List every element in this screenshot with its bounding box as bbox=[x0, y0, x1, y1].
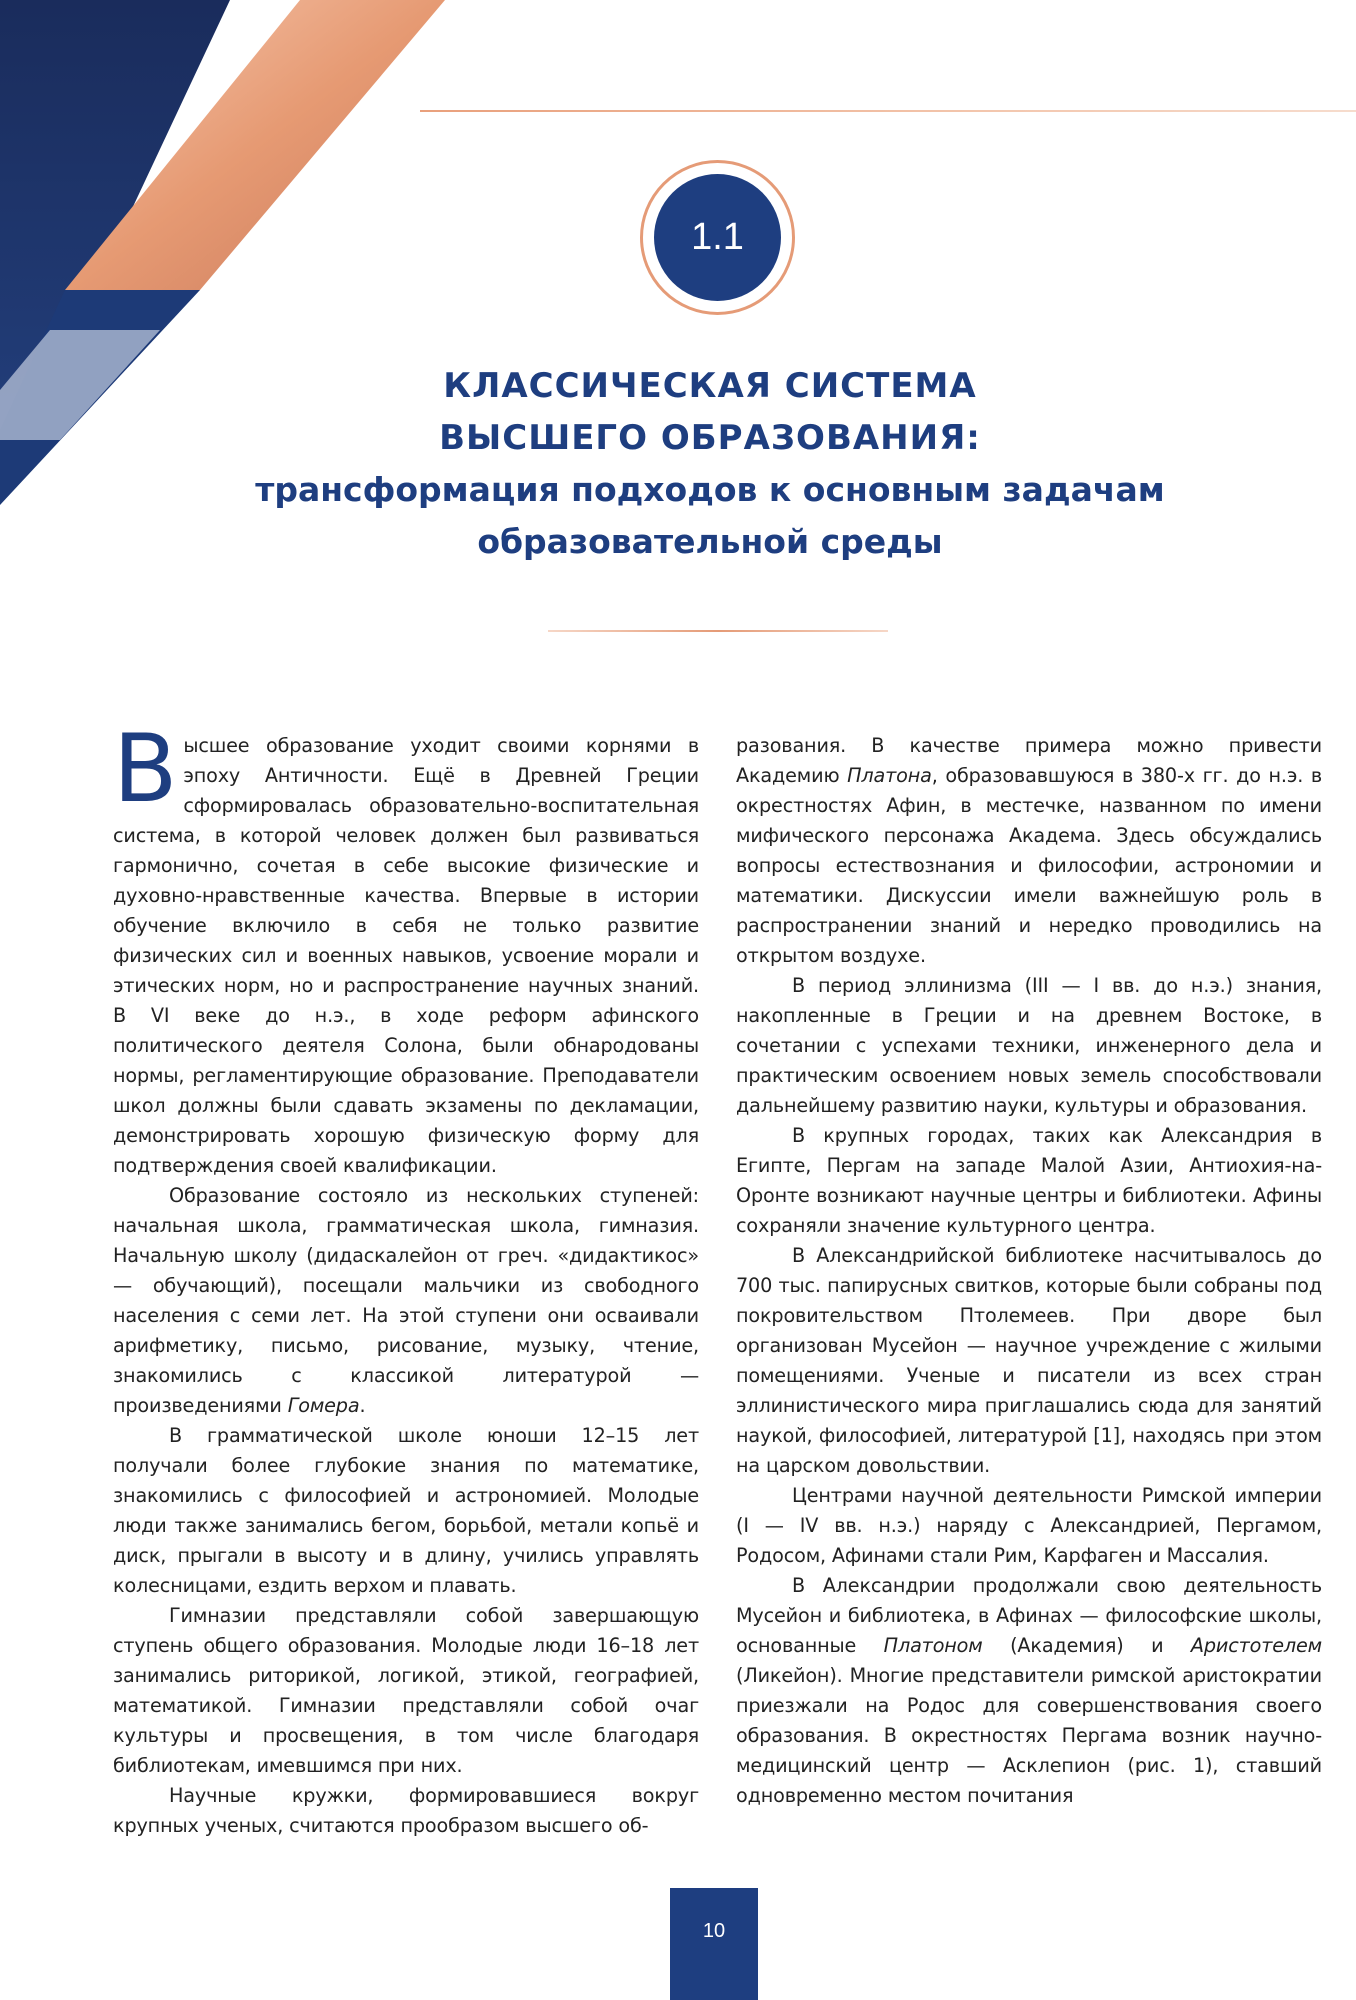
title-line-1: КЛАССИЧЕСКАЯ СИСТЕМА bbox=[443, 366, 977, 406]
paragraph: Высшее образование уходит своими корнями в эпоху Античности. Ещё в Древней Греции сформировалась образовательно-воспитательная система, в которой человек должен был развиваться гармонично, сочетая в себе высокие физические и духовно-нравственные качества. Впервые в истории обучение включило в себя не только развитие физических сил и военных навыков, усвоение морали и этических норм, но и распространение научных знаний. В VI веке до н.э., в ходе реформ афинского политического деятеля Солона, были обнародованы нормы, регламентирующие образование. Преподаватели школ должны были сдавать экзамены по декламации, демонстрировать хорошую физическую форму для подтверждения своей квалификации. bbox=[113, 715, 699, 1177]
drop-cap: В bbox=[113, 715, 178, 824]
paragraph: В период эллинизма (III — I вв. до н.э.) знания, накопленные в Греции и на древнем Востоке, в сочетании с успехами техники, инженерного дела и практическим освоением новых земель способствовали дальнейшему развитию науки, культуры и образования. bbox=[736, 974, 1322, 1117]
top-divider-line bbox=[420, 110, 1356, 112]
paragraph: В грамматической школе юноши 12–15 лет получали более глубокие знания по математике, знакомились с философией и астрономией. Молодые люди также занимались бегом, борьбой, метали копьё и диск, прыгали в высоту и в длину, учились управлять колесницами, ездить верхом и плавать. bbox=[113, 1424, 699, 1597]
title-line-4: образовательной среды bbox=[477, 522, 943, 561]
decorative-background bbox=[0, 0, 1356, 700]
title-line-2: ВЫСШЕГО ОБРАЗОВАНИЯ: bbox=[439, 418, 981, 458]
page-number: 10 bbox=[702, 1920, 726, 1942]
paragraph: В Александрии продолжали свою деятельность Мусейон и библиотека, в Афинах — философские школы, основанные Платоном (Академия) и Аристотелем (Ликейон). Многие представители римской аристократии приезжали на Родос для совершенствования своего образования. В окрестностях Пергама возник научно-медицинский центр — Асклепион (рис. 1), ставший одновременно местом почитания bbox=[736, 1574, 1322, 1807]
paragraph: В Александрийской библиотеке насчитывалось до 700 тыс. папирусных свитков, которые были собраны под покровительством Птолемеев. При дворе был организован Мусейон — научное учреждение с жилыми помещениями. Ученые и писатели из всех стран эллинистического мира приглашались сюда для занятий наукой, философией, литературой [1], находясь при этом на царском довольствии. bbox=[736, 1244, 1322, 1477]
paragraph: Центрами научной деятельности Римской империи (I — IV вв. н.э.) наряду с Александрией, Пергамом, Родосом, Афинами стали Рим, Карфаген и Массалия. bbox=[736, 1484, 1322, 1567]
paragraph: Научные кружки, формировавшиеся вокруг крупных ученых, считаются прообразом высшего об- bbox=[113, 1784, 699, 1837]
page-number-tab bbox=[670, 1888, 758, 2000]
title-underline bbox=[548, 630, 888, 632]
paragraph: Гимназии представляли собой завершающую ступень общего образования. Молодые люди 16–18 лет занимались риторикой, логикой, этикой, географией, математикой. Гимназии представляли собой очаг культуры и просвещения, в том числе благодаря библиотекам, имевшимся при них. bbox=[113, 1604, 699, 1777]
left-column bbox=[113, 715, 699, 1841]
paragraph: В крупных городах, таких как Александрия в Египте, Пергам на западе Малой Азии, Антиохия-на-Оронте возникают научные центры и библиотеки. Афины сохраняли значение культурного центра. bbox=[736, 1124, 1322, 1237]
section-number-badge: 1.1 bbox=[654, 174, 781, 301]
paragraph: Образование состояло из нескольких ступеней: начальная школа, грамматическая школа, гимназия. Начальную школу (дидаскалейон от греч. «дидактикос» — обучающий), посещали мальчики из свободного населения с семи лет. На этой ступени они осваивали арифметику, письмо, рисование, музыку, чтение, знакомились с классикой литературой — произведениями Гомера. bbox=[113, 1184, 699, 1417]
chapter-title bbox=[150, 360, 1270, 568]
right-column bbox=[736, 731, 1322, 1811]
paragraph: разования. В качестве примера можно привести Академию Платона, образовавшуюся в 380-х гг. до н.э. в окрестностях Афин, в местечке, названном по имени мифического персонажа Академа. Здесь обсуждались вопросы естествознания и философии, астрономии и математики. Дискуссии имели важнейшую роль в распространении знаний и нередко проводились на открытом воздухе. bbox=[736, 734, 1322, 967]
title-line-3: трансформация подходов к основным задачам bbox=[255, 470, 1165, 509]
